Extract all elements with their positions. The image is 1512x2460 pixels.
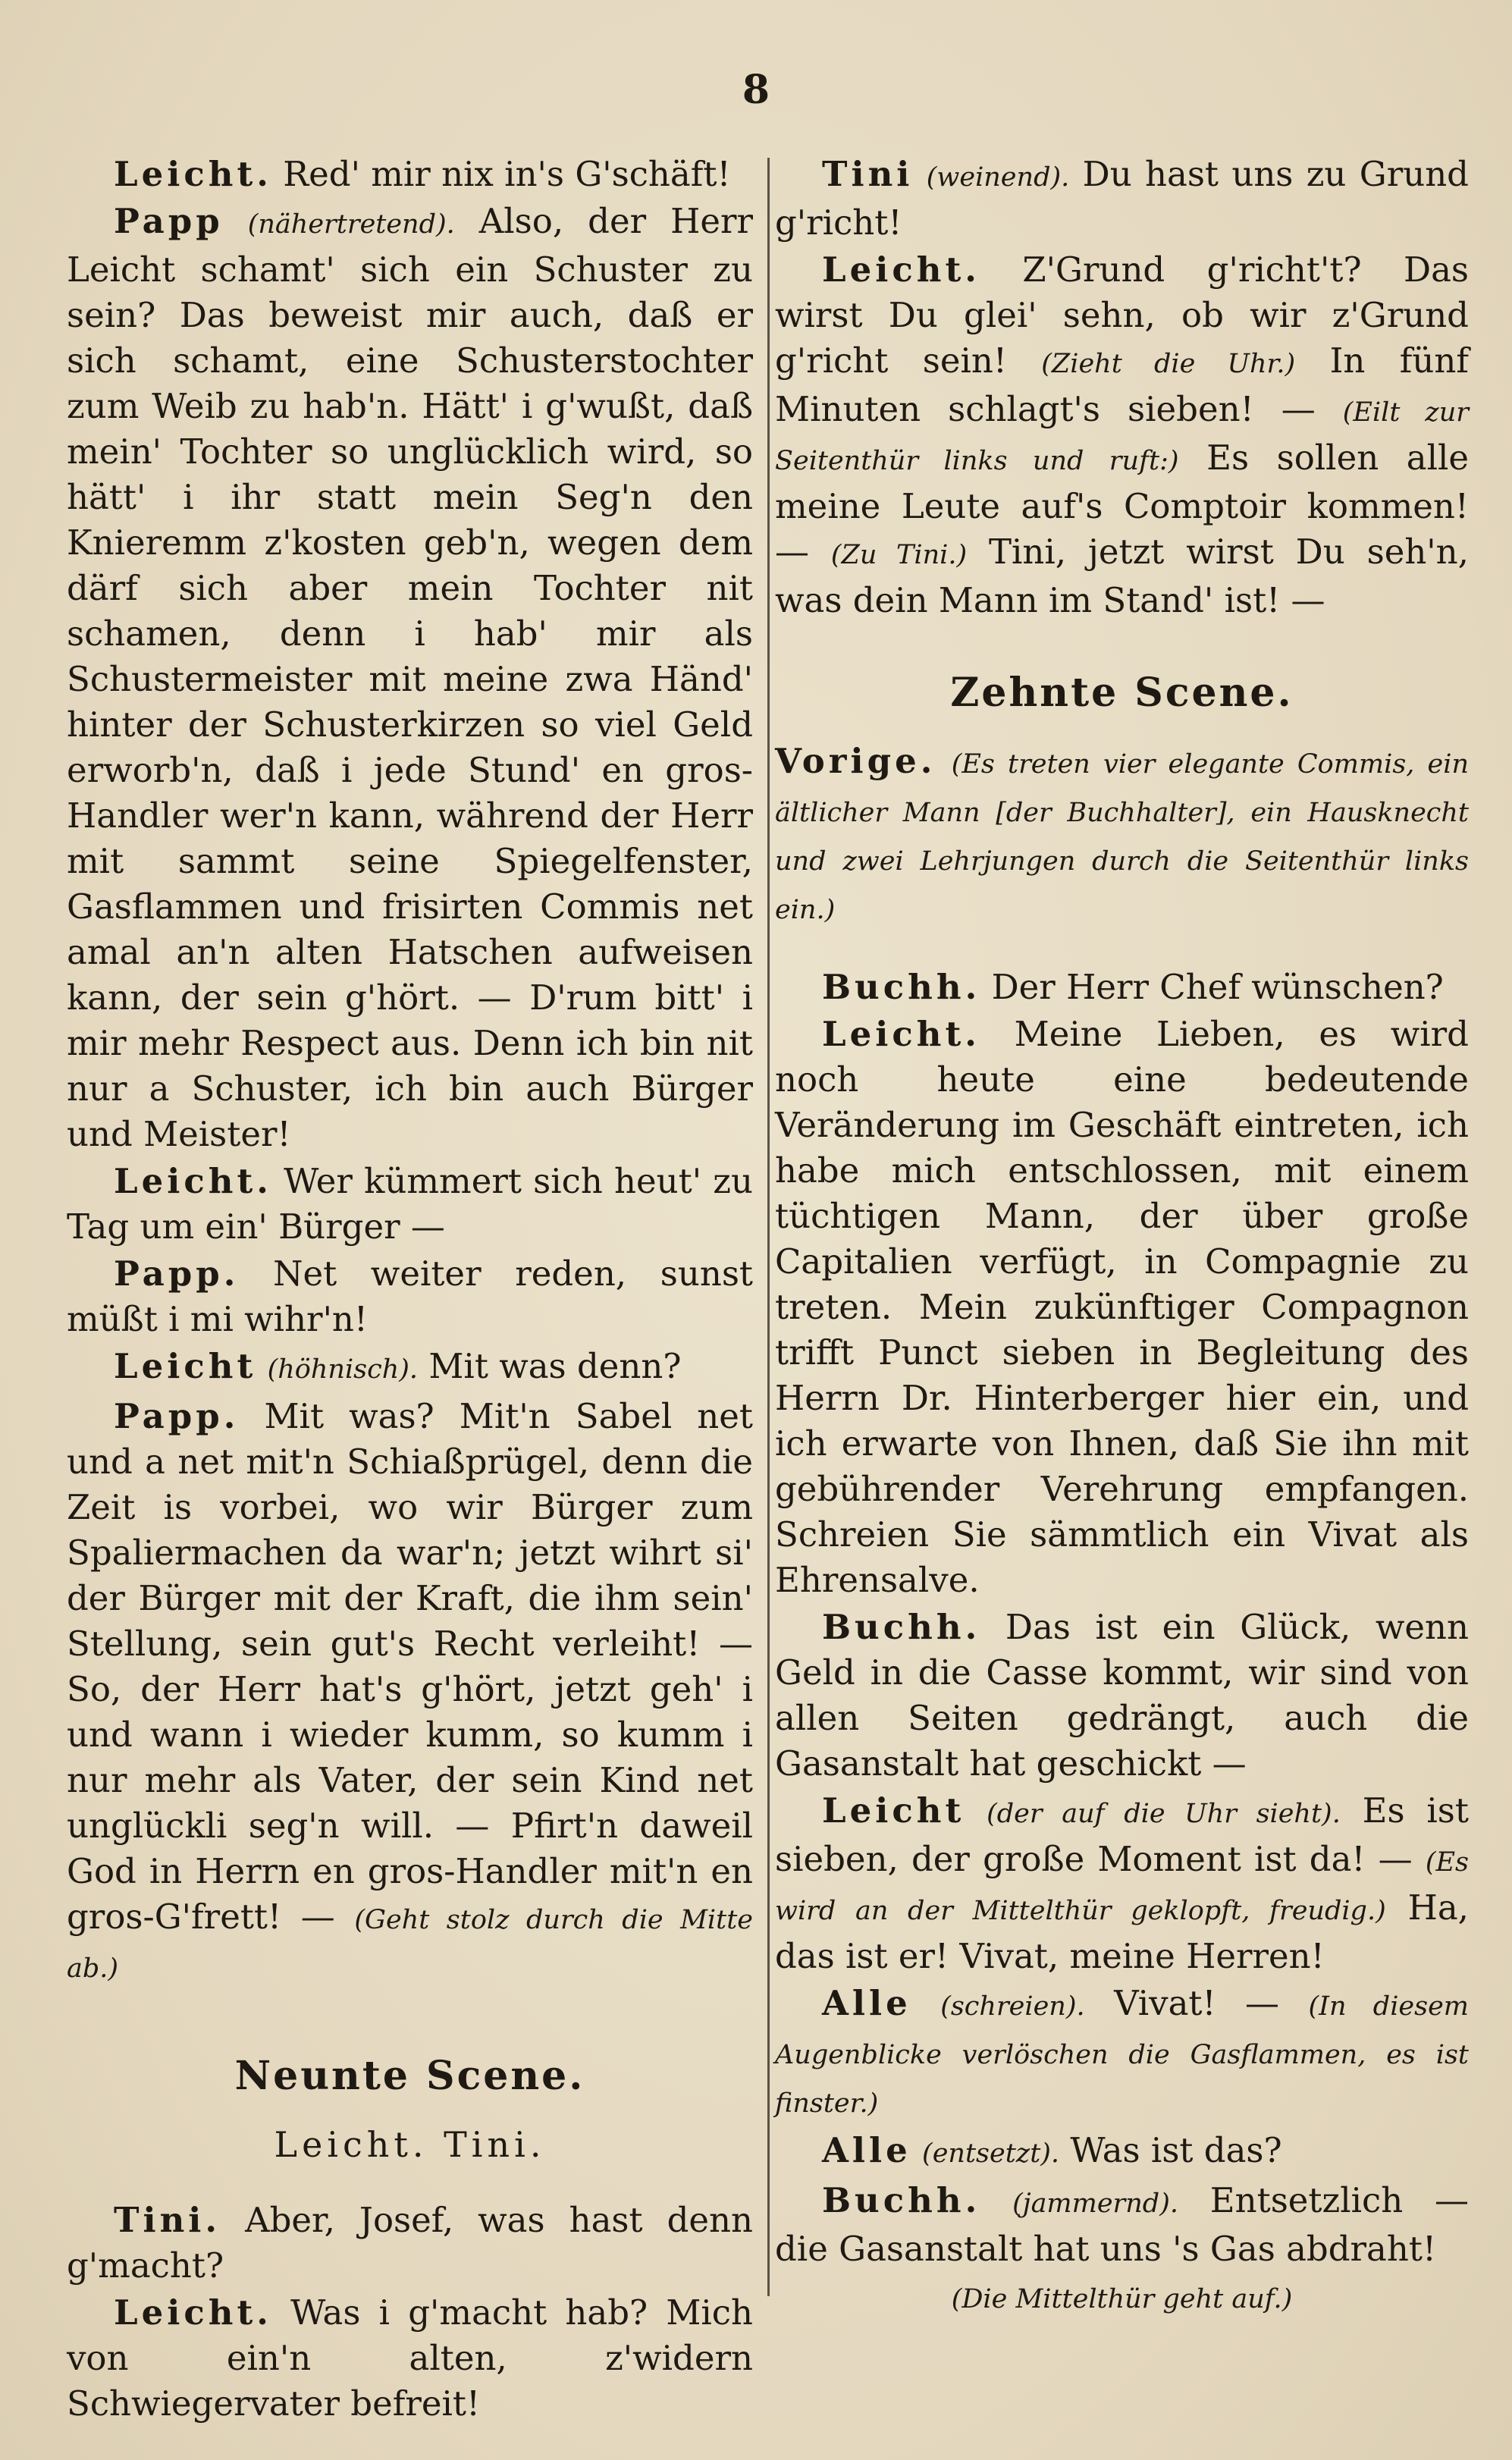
- line-text: Es sollen alle meine Leute auf's Comptoir kommen! —: [775, 438, 1469, 572]
- speaker: Buchh.: [822, 967, 981, 1007]
- scene-persons: Leicht. Tini.: [274, 2124, 546, 2165]
- line-text: Das ist ein Glück, wenn Geld in die Casse kommt, wir sind von allen Seiten gedrängt, auch die Gasanstalt hat geschickt —: [775, 1607, 1469, 1784]
- speaker: Buchh.: [822, 2180, 981, 2220]
- line-text: Mit was denn?: [428, 1346, 682, 1386]
- speaker: Leicht.: [822, 249, 980, 290]
- line-text: Aber, Josef, was hast denn g'macht?: [67, 2200, 754, 2286]
- speaker: Alle: [822, 2130, 911, 2170]
- page-number: 8: [742, 67, 770, 113]
- line-text: Tini, jetzt wirst Du seh'n, was dein Mann im Stand' ist! —: [775, 532, 1469, 620]
- dialogue-line: [67, 1159, 753, 1250]
- stage-direction: (Zieht die Uhr.): [1041, 349, 1296, 379]
- stage-direction: (Eilt zur Seitenthür links und ruft:): [775, 397, 1469, 476]
- line-text: Was i g'macht hab? Mich von ein'n alten, z'widern Schwiegervater befreit!: [67, 2292, 753, 2424]
- dialogue-line: [67, 1251, 753, 1342]
- line-text: Entsetzlich — die Gasanstalt hat uns 's Gas abdraht!: [775, 2180, 1469, 2269]
- speaker: Leicht: [114, 1346, 257, 1386]
- dialogue-line: [67, 2290, 753, 2427]
- dialogue-line: [67, 2198, 753, 2289]
- dialogue-line: [67, 152, 753, 197]
- dialogue-line: [775, 152, 1469, 246]
- stage-direction: (Es treten vier elegante Commis, ein ältlicher Mann [der Buchhalter], ein Hausknecht und zwei Lehrjungen durch die Seitenthür links ein.): [775, 749, 1469, 925]
- speaker: Leicht.: [114, 154, 272, 194]
- line-text: Es ist sieben, der große Moment ist da! —: [775, 1790, 1469, 1879]
- stage-direction: (Die Mittelthür geht auf.): [951, 2284, 1293, 2314]
- speaker: Leicht.: [114, 1161, 272, 1201]
- line-text: Der Herr Chef wünschen?: [991, 967, 1444, 1007]
- speaker: Buchh.: [822, 1607, 981, 1647]
- stage-direction: (Es wird an der Mittelthür geklopft, freudig.): [775, 1847, 1469, 1926]
- stage-direction: (nähertretend).: [247, 209, 455, 240]
- stage-direction: (der auf die Uhr sieht).: [987, 1799, 1341, 1829]
- scene-persons: [775, 739, 1469, 933]
- speaker: Tini.: [114, 2200, 221, 2240]
- line-text: Du hast uns zu Grund g'richt!: [775, 154, 1469, 243]
- dialogue-line: [775, 247, 1469, 623]
- line-text: Was ist das?: [1070, 2130, 1282, 2170]
- line-text: Vivat! —: [1114, 1983, 1280, 2023]
- speaker: Leicht.: [822, 1014, 980, 1054]
- line-text: Net weiter reden, sunst müßt i mi wihr'n!: [67, 1254, 753, 1339]
- dialogue-line: [775, 1788, 1469, 1979]
- speaker: Alle: [822, 1983, 911, 2023]
- dialogue-line: [67, 199, 753, 1157]
- dialogue-line: [775, 1605, 1469, 1787]
- line-text: Mit was? Mit'n Sabel net und a net mit'n Schiaßprügel, denn die Zeit is vorbei, wo wir Bürger zum Spaliermachen da war'n; jetzt wihrt si' der Bürger mit der Kraft, die ihm sein' Stellung, sein gut's Recht verleiht! — So, der Herr hat's g'hört, jetzt geh' i und wann i wieder kumm, so kumm i nur mehr als Vater, der sein Kind net unglückli seg'n will. — Pfirt'n daweil God in Herrn en gros-Handler mit'n en gros-G'frett! —: [67, 1396, 754, 1937]
- line-text: Wer kümmert sich heut' zu Tag um ein' Bürger —: [67, 1161, 754, 1247]
- dialogue-line: [775, 2178, 1469, 2272]
- speaker: Vorige.: [775, 741, 936, 781]
- closing-direction-line: [775, 2273, 1469, 2322]
- scene-heading: Neunte Scene.: [234, 2053, 585, 2099]
- line-text: Z'Grund g'richt't? Das wirst Du glei' sehn, ob wir z'Grund g'richt sein!: [775, 249, 1469, 381]
- speaker: Papp: [114, 201, 224, 241]
- stage-direction: (entsetzt).: [922, 2138, 1060, 2169]
- stage-direction: (jammernd).: [1012, 2189, 1178, 2219]
- line-text: Ha, das ist er! Vivat, meine Herren!: [775, 1887, 1469, 1976]
- stage-direction: (Geht stolz durch die Mitte ab.): [67, 1905, 753, 1984]
- stage-direction: (schreien).: [940, 1991, 1085, 2022]
- dialogue-line: [775, 1981, 1469, 2126]
- line-text: In fünf Minuten schlagt's sieben! —: [775, 340, 1469, 429]
- speaker: Leicht: [822, 1790, 965, 1831]
- scene-heading: Zehnte Scene.: [950, 670, 1294, 716]
- line-text: Red' mir nix in's G'schäft!: [283, 154, 731, 194]
- speaker: Leicht.: [114, 2292, 272, 2333]
- dialogue-line: [775, 965, 1469, 1010]
- dialogue-line: [67, 1394, 753, 1991]
- left-column: [67, 152, 753, 2428]
- stage-direction: (Zu Tini.): [830, 540, 968, 570]
- speaker: Tini: [822, 154, 914, 194]
- speaker: Papp.: [114, 1396, 240, 1436]
- line-text: Meine Lieben, es wird noch heute eine bedeutende Veränderung im Geschäft eintreten, ich habe mich entschlossen, mit einem tüchtigen Mann, der über große Capitalien verfügt, in Compagnie zu treten. Mein zukünftiger Compagnon trifft Punct sieben in Begleitung des Herrn Dr. Hinterberger hier ein, und ich erwarte von Ihnen, daß Sie ihn mit gebührender Verehrung empfangen. Schreien Sie sämmtlich ein Vivat als Ehrensalve.: [775, 1014, 1469, 1600]
- dialogue-line: [67, 1344, 753, 1392]
- stage-direction: (In diesem Augenblicke verlöschen die Gasflammen, es ist finster.): [775, 1991, 1469, 2119]
- column-divider: [767, 158, 770, 2296]
- stage-direction: (höhnisch).: [267, 1354, 419, 1385]
- right-column: [775, 152, 1469, 2324]
- dialogue-line: [775, 2128, 1469, 2176]
- line-text: Also, der Herr Leicht schamt' sich ein Schuster zu sein? Das beweist mir auch, daß er sich schamt, eine Schusterstochter zum Weib zu hab'n. Hätt' i g'wußt, daß mein' Tochter so unglücklich wird, so hätt' i ihr statt mein Seg'n den Knieremm z'kosten geb'n, wegen dem därf sich aber mein Tochter nit schamen, denn i hab' mir als Schustermeister mit meine zwa Händ' hinter der Schusterkirzen so viel Geld erworb'n, daß i jede Stund' en gros-Handler wer'n kann, während der Herr mit sammt seine Spiegelfenster, Gasflammen und frisirten Commis net amal an'n alten Hatschen aufweisen kann, der sein g'hört. — D'rum bitt' i mir mehr Respect aus. Denn ich bin nit nur a Schuster, ich bin auch Bürger und Meister!: [67, 201, 753, 1154]
- dialogue-line: [775, 1012, 1469, 1603]
- stage-direction: (weinend).: [926, 162, 1070, 193]
- speaker: Papp.: [114, 1254, 240, 1294]
